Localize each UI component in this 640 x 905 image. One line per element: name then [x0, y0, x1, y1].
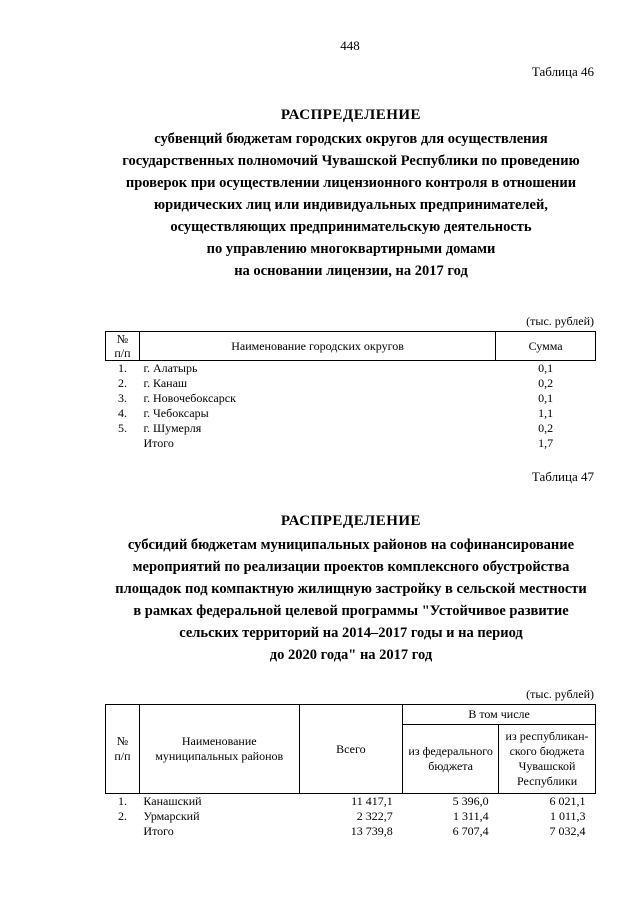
table-row [106, 406, 596, 421]
table-row [106, 421, 596, 436]
title-line: площадок под компактную жилищную застройку в сельской местности [115, 581, 587, 597]
title-line: субсидий бюджетам муниципальных районов на софинансирование [127, 537, 575, 553]
row-name: Урмарский [143, 809, 200, 823]
table-46-title [95, 104, 607, 282]
title-line: юридических лиц или индивидуальных предпринимателей, [154, 197, 548, 213]
header-federal-line: бюджета [428, 759, 474, 773]
header-name-line: Наименование [181, 734, 257, 748]
row-num-empty [106, 436, 140, 451]
row-name: Канашский [143, 794, 202, 808]
header-republic-line: Республики [516, 774, 578, 788]
row-federal: 5 396,0 [452, 794, 489, 808]
table-row [106, 361, 596, 377]
table-46 [105, 331, 596, 451]
title-line: субвенций бюджетам городских округов для осуществления [154, 131, 548, 147]
title-line: на основании лицензии, на 2017 год [234, 263, 468, 279]
table-row [106, 794, 596, 810]
row-num: 2. [117, 809, 127, 823]
row-sum: 0,1 [538, 391, 554, 405]
row-name: г. Алатырь [143, 361, 198, 375]
header-republic [499, 725, 596, 794]
header-num-line: п/п [114, 346, 131, 360]
table-46-title-head: РАСПРЕДЕЛЕНИЕ [280, 107, 422, 123]
header-num-line: № [116, 734, 129, 748]
title-line: государственных полномочий Чувашской Республики по проведению [122, 153, 580, 169]
table-row [106, 376, 596, 391]
total-label: Итого [143, 436, 174, 450]
total-federal: 6 707,4 [452, 824, 489, 838]
row-num: 2. [117, 376, 127, 390]
title-line: сельских территорий на 2014–2017 годы и на период [179, 625, 523, 641]
row-sum: 0,1 [538, 361, 554, 375]
title-line: мероприятий по реализации проектов комплексного обустройства [132, 559, 570, 575]
row-num: 5. [117, 421, 127, 435]
total-row [106, 436, 596, 451]
header-name [139, 705, 299, 794]
header-name: Наименование городских округов [139, 332, 495, 361]
header-total: Всего [299, 705, 403, 794]
row-num: 1. [117, 361, 127, 375]
row-republic: 6 021,1 [549, 794, 586, 808]
row-total: 11 417,1 [351, 794, 393, 808]
total-row [106, 824, 596, 839]
header-republic-line: из республикан- [505, 729, 589, 743]
header-num-line: № [116, 332, 129, 346]
table-47 [105, 704, 596, 839]
title-line: осуществляющих предпринимательскую деятельность [170, 219, 532, 235]
table-47-title-head: РАСПРЕДЕЛЕНИЕ [280, 513, 422, 529]
header-federal-line: из федерального [408, 744, 493, 758]
row-num: 1. [117, 794, 127, 808]
title-line: проверок при осуществлении лицензионного контроля в отношении [125, 175, 577, 191]
table-row [106, 391, 596, 406]
header-sum: Сумма [496, 332, 596, 361]
header-republic-line: Чувашской [518, 759, 576, 773]
row-sum: 1,1 [538, 406, 554, 420]
row-republic: 1 011,3 [549, 809, 586, 823]
title-line: в рамках федеральной целевой программы "Устойчивое развитие [133, 603, 569, 619]
header-name-line: муниципальных районов [155, 749, 284, 763]
header-group: В том числе [403, 705, 596, 725]
row-federal: 1 311,4 [453, 809, 489, 823]
table-46-label: Таблица 46 [531, 64, 594, 79]
title-line: до 2020 года" на 2017 год [269, 647, 433, 663]
total-label: Итого [143, 824, 174, 838]
row-num: 4. [117, 406, 127, 420]
total-sum: 1,7 [538, 436, 554, 450]
row-sum: 0,2 [538, 376, 554, 390]
table-46-units: (тыс. рублей) [526, 314, 594, 328]
row-total: 2 322,7 [356, 809, 393, 823]
table-row [106, 809, 596, 824]
header-republic-line: ского бюджета [509, 744, 585, 758]
title-line: по управлению многоквартирными домами [206, 241, 496, 257]
header-num-line: п/п [114, 749, 131, 763]
header-num [106, 332, 140, 361]
total-total: 13 739,8 [350, 824, 393, 838]
header-num [106, 705, 140, 794]
table-47-units: (тыс. рублей) [526, 687, 594, 701]
table-47-title [95, 510, 607, 666]
row-num: 3. [117, 391, 127, 405]
row-num-empty [106, 824, 140, 839]
row-name: г. Канаш [143, 376, 188, 390]
page-number: 448 [340, 38, 360, 53]
row-name: г. Чебоксары [143, 406, 209, 420]
row-sum: 0,2 [538, 421, 554, 435]
table-47-label: Таблица 47 [531, 469, 594, 484]
total-republic: 7 032,4 [549, 824, 586, 838]
row-name: г. Новочебоксарск [143, 391, 236, 405]
header-federal [403, 725, 499, 794]
row-name: г. Шумерля [143, 421, 202, 435]
